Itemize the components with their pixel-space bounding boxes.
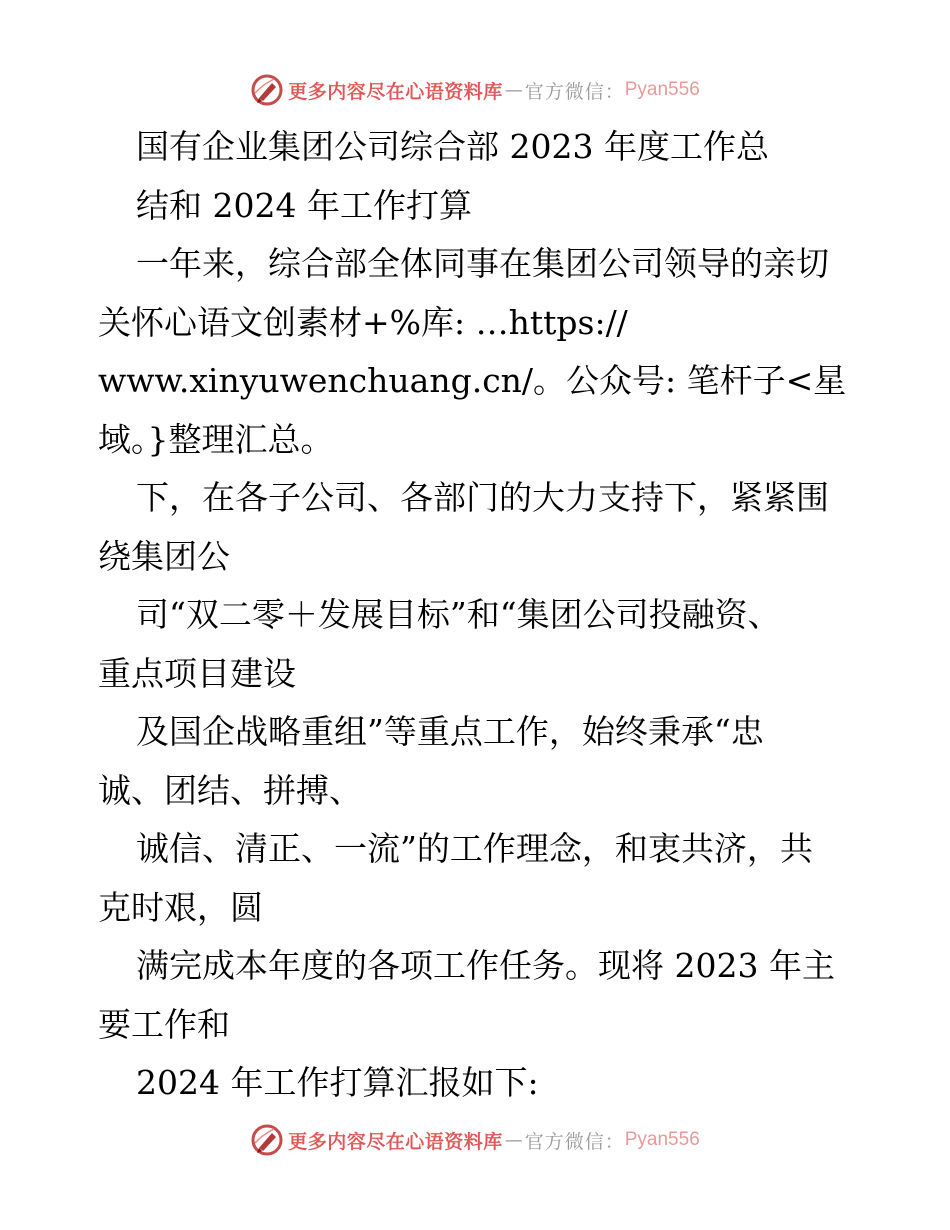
text-line: 域。}整理汇总。 [98, 419, 334, 459]
header-banner [0, 70, 950, 110]
banner-main-text: 更多内容尽在心语资料库 [288, 1130, 503, 1153]
text-line: 诚信、清正、一流”的工作理念，和衷共济，共 [136, 829, 813, 868]
text-line: 国有企业集团公司综合部 2023 年度工作总 [136, 127, 769, 166]
text-line: 结和 2024 年工作打算 [136, 185, 472, 225]
banner-wechat-label: 官方微信： [524, 80, 625, 103]
text-line: 司“双二零＋发展目标”和“集团公司投融资、 [136, 595, 781, 634]
text-line: 及国企战略重组”等重点工作，始终秉承“忠 [136, 712, 764, 751]
text-line: 一年来，综合部全体同事在集团公司领导的亲切 [136, 244, 829, 283]
banner-dash: — [504, 1129, 523, 1151]
banner-dash: — [504, 79, 523, 101]
text-line: 下，在各子公司、各部门的大力支持下，紧紧围 [136, 478, 829, 517]
document-body [98, 118, 858, 1113]
banner-wechat-id: Pyan556 [624, 79, 700, 100]
banner-wechat-label: 官方微信： [524, 1130, 625, 1153]
footer-banner [0, 1120, 950, 1160]
text-line: 诚、团结、拼搏、 [98, 770, 362, 810]
text-line: 要工作和 [98, 1004, 230, 1044]
text-line: 关怀心语文创素材+%库: …https:// [98, 302, 628, 342]
pen-logo-icon [250, 1123, 284, 1157]
text-line: 2024 年工作打算汇报如下: [136, 1063, 539, 1102]
text-line: 重点项目建设 [98, 653, 296, 693]
text-line: 满完成本年度的各项工作任务。现将 2023 年主 [136, 946, 835, 985]
banner-wechat-id: Pyan556 [624, 1129, 700, 1150]
text-line: www.xinyuwenchuang.cn/。公众号: 笔杆子<星 [98, 361, 847, 400]
banner-main-text: 更多内容尽在心语资料库 [288, 80, 503, 103]
text-line: 绕集团公 [98, 536, 230, 576]
text-line: 克时艰，圆 [98, 887, 263, 927]
pen-logo-icon [250, 73, 284, 107]
